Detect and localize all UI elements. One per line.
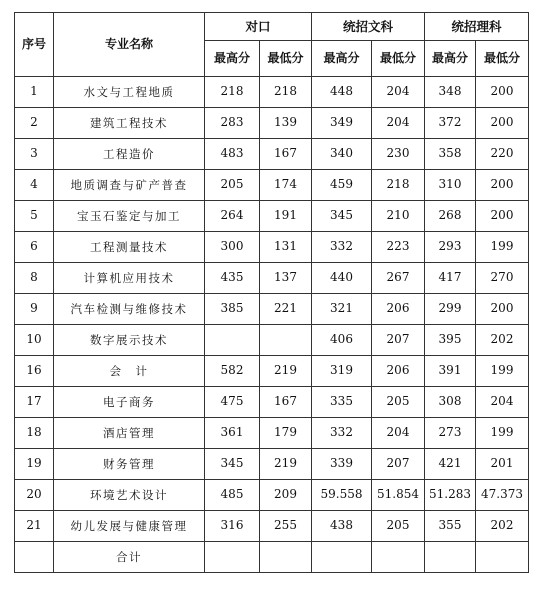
header-min: 最低分: [260, 41, 312, 77]
like-min-cell: 200: [476, 294, 529, 325]
table-row: [15, 480, 529, 511]
like-max-cell: 310: [425, 170, 476, 201]
major-name-cell: 建筑工程技术: [54, 108, 205, 139]
duikou-max-cell: 385: [205, 294, 260, 325]
like-min-cell: 202: [476, 511, 529, 542]
wenke-min-cell: 207: [372, 325, 425, 356]
like-min-cell: 199: [476, 418, 529, 449]
wenke-max-cell: 448: [312, 77, 372, 108]
like-max-cell: 308: [425, 387, 476, 418]
like-min-cell: 47.373: [476, 480, 529, 511]
duikou-min-cell: 221: [260, 294, 312, 325]
wenke-min-cell: 223: [372, 232, 425, 263]
table-row: [15, 108, 529, 139]
wenke-min-cell: 218: [372, 170, 425, 201]
wenke-max-cell: 59.558: [312, 480, 372, 511]
major-name-cell: 酒店管理: [54, 418, 205, 449]
wenke-max-cell: 339: [312, 449, 372, 480]
seq-cell: 9: [15, 294, 54, 325]
major-name-cell: 计算机应用技术: [54, 263, 205, 294]
duikou-max-cell: 218: [205, 77, 260, 108]
wenke-max-cell: 459: [312, 170, 372, 201]
wenke-max-cell: 440: [312, 263, 372, 294]
wenke-min-cell: 204: [372, 77, 425, 108]
duikou-max-cell: 345: [205, 449, 260, 480]
score-table: [14, 12, 529, 573]
major-name-cell: 数字展示技术: [54, 325, 205, 356]
duikou-min-cell: 167: [260, 387, 312, 418]
like-min-cell: 200: [476, 170, 529, 201]
duikou-max-cell: 435: [205, 263, 260, 294]
wenke-min-cell: 267: [372, 263, 425, 294]
duikou-min-cell: 219: [260, 356, 312, 387]
duikou-max-cell: [205, 325, 260, 356]
duikou-max-cell: 264: [205, 201, 260, 232]
wenke-min-cell: [372, 542, 425, 573]
header-max: 最高分: [205, 41, 260, 77]
wenke-min-cell: 204: [372, 108, 425, 139]
seq-cell: 19: [15, 449, 54, 480]
duikou-min-cell: [260, 542, 312, 573]
like-max-cell: 395: [425, 325, 476, 356]
seq-cell: 21: [15, 511, 54, 542]
wenke-min-cell: 204: [372, 418, 425, 449]
like-min-cell: 270: [476, 263, 529, 294]
major-name-cell: 汽车检测与维修技术: [54, 294, 205, 325]
wenke-min-cell: 210: [372, 201, 425, 232]
like-max-cell: 355: [425, 511, 476, 542]
major-name-cell: 电子商务: [54, 387, 205, 418]
like-min-cell: 199: [476, 356, 529, 387]
duikou-min-cell: 255: [260, 511, 312, 542]
major-name-cell: 环境艺术设计: [54, 480, 205, 511]
duikou-min-cell: 131: [260, 232, 312, 263]
duikou-min-cell: 179: [260, 418, 312, 449]
header-min: 最低分: [372, 41, 425, 77]
wenke-max-cell: 332: [312, 232, 372, 263]
like-max-cell: 51.283: [425, 480, 476, 511]
seq-cell: [15, 542, 54, 573]
like-min-cell: 204: [476, 387, 529, 418]
seq-cell: 16: [15, 356, 54, 387]
wenke-min-cell: 207: [372, 449, 425, 480]
like-max-cell: 417: [425, 263, 476, 294]
like-max-cell: 273: [425, 418, 476, 449]
duikou-min-cell: 174: [260, 170, 312, 201]
header-min: 最低分: [476, 41, 529, 77]
duikou-min-cell: 209: [260, 480, 312, 511]
like-max-cell: 293: [425, 232, 476, 263]
seq-cell: 1: [15, 77, 54, 108]
like-max-cell: [425, 542, 476, 573]
table-row: [15, 511, 529, 542]
duikou-min-cell: 137: [260, 263, 312, 294]
seq-cell: 17: [15, 387, 54, 418]
like-max-cell: 268: [425, 201, 476, 232]
wenke-max-cell: 319: [312, 356, 372, 387]
like-min-cell: 200: [476, 108, 529, 139]
like-max-cell: 421: [425, 449, 476, 480]
table-row: [15, 418, 529, 449]
header-max: 最高分: [312, 41, 372, 77]
table-row: [15, 232, 529, 263]
major-name-cell: 宝玉石鉴定与加工: [54, 201, 205, 232]
wenke-max-cell: 349: [312, 108, 372, 139]
header-seq: 序号: [15, 13, 54, 77]
table-row: [15, 542, 529, 573]
table-row: [15, 201, 529, 232]
seq-cell: 3: [15, 139, 54, 170]
duikou-max-cell: 485: [205, 480, 260, 511]
header-group-wenke: 统招文科: [312, 13, 425, 41]
seq-cell: 18: [15, 418, 54, 449]
header-group-duikou: 对口: [205, 13, 312, 41]
wenke-min-cell: 206: [372, 294, 425, 325]
wenke-max-cell: 321: [312, 294, 372, 325]
like-max-cell: 372: [425, 108, 476, 139]
like-min-cell: 220: [476, 139, 529, 170]
duikou-min-cell: 167: [260, 139, 312, 170]
table-row: [15, 294, 529, 325]
duikou-min-cell: 139: [260, 108, 312, 139]
seq-cell: 8: [15, 263, 54, 294]
table-row: [15, 139, 529, 170]
seq-cell: 6: [15, 232, 54, 263]
duikou-min-cell: 191: [260, 201, 312, 232]
table-row: [15, 170, 529, 201]
wenke-max-cell: 345: [312, 201, 372, 232]
wenke-max-cell: 335: [312, 387, 372, 418]
like-max-cell: 358: [425, 139, 476, 170]
wenke-max-cell: 406: [312, 325, 372, 356]
duikou-max-cell: 475: [205, 387, 260, 418]
seq-cell: 20: [15, 480, 54, 511]
score-table-container: [14, 12, 529, 573]
table-row: [15, 325, 529, 356]
major-name-cell: 工程测量技术: [54, 232, 205, 263]
wenke-max-cell: 332: [312, 418, 372, 449]
like-min-cell: 202: [476, 325, 529, 356]
duikou-max-cell: 300: [205, 232, 260, 263]
major-name-cell: 地质调查与矿产普查: [54, 170, 205, 201]
duikou-max-cell: [205, 542, 260, 573]
major-name-cell: 会 计: [54, 356, 205, 387]
table-row: [15, 387, 529, 418]
duikou-max-cell: 316: [205, 511, 260, 542]
duikou-max-cell: 582: [205, 356, 260, 387]
like-min-cell: 200: [476, 201, 529, 232]
header-max: 最高分: [425, 41, 476, 77]
table-row: [15, 77, 529, 108]
wenke-max-cell: [312, 542, 372, 573]
major-name-cell: 工程造价: [54, 139, 205, 170]
duikou-max-cell: 483: [205, 139, 260, 170]
duikou-min-cell: 218: [260, 77, 312, 108]
wenke-min-cell: 206: [372, 356, 425, 387]
header-group-like: 统招理科: [425, 13, 529, 41]
major-name-cell: 幼儿发展与健康管理: [54, 511, 205, 542]
seq-cell: 10: [15, 325, 54, 356]
like-max-cell: 348: [425, 77, 476, 108]
wenke-min-cell: 205: [372, 387, 425, 418]
major-name-cell: 财务管理: [54, 449, 205, 480]
seq-cell: 5: [15, 201, 54, 232]
like-max-cell: 299: [425, 294, 476, 325]
like-max-cell: 391: [425, 356, 476, 387]
wenke-min-cell: 51.854: [372, 480, 425, 511]
wenke-min-cell: 230: [372, 139, 425, 170]
like-min-cell: [476, 542, 529, 573]
duikou-max-cell: 205: [205, 170, 260, 201]
major-name-cell: 合计: [54, 542, 205, 573]
wenke-min-cell: 205: [372, 511, 425, 542]
wenke-max-cell: 438: [312, 511, 372, 542]
duikou-max-cell: 361: [205, 418, 260, 449]
major-name-cell: 水文与工程地质: [54, 77, 205, 108]
table-body: [15, 77, 529, 573]
table-row: [15, 449, 529, 480]
like-min-cell: 201: [476, 449, 529, 480]
header-major: 专业名称: [54, 13, 205, 77]
like-min-cell: 200: [476, 77, 529, 108]
duikou-min-cell: 219: [260, 449, 312, 480]
like-min-cell: 199: [476, 232, 529, 263]
table-row: [15, 263, 529, 294]
table-row: [15, 356, 529, 387]
duikou-min-cell: [260, 325, 312, 356]
seq-cell: 4: [15, 170, 54, 201]
duikou-max-cell: 283: [205, 108, 260, 139]
seq-cell: 2: [15, 108, 54, 139]
wenke-max-cell: 340: [312, 139, 372, 170]
